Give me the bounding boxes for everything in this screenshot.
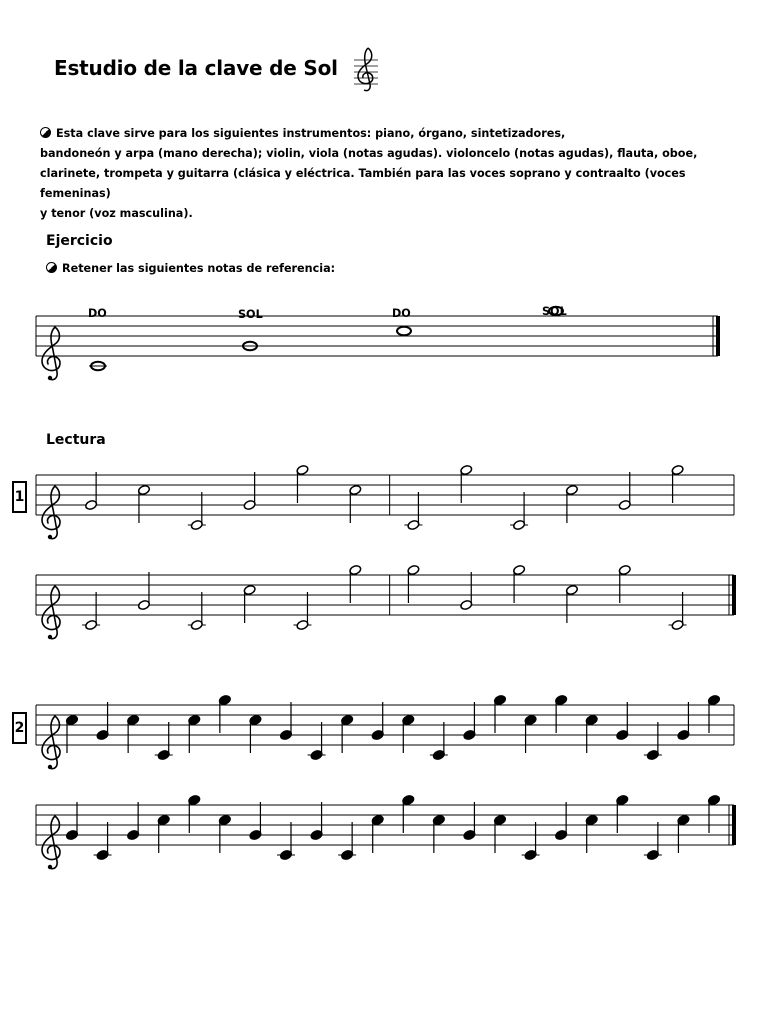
- final-barline: [732, 575, 736, 615]
- intro-line-1: Esta clave sirve para los siguientes instrumentos: piano, órgano, sintetizadores,: [56, 127, 566, 140]
- page-title: Estudio de la clave de Sol: [54, 56, 338, 80]
- whole-note: [397, 327, 411, 335]
- reference-label: DO: [392, 307, 411, 320]
- exercise-number: 2: [12, 712, 27, 744]
- exercise-heading: Ejercicio: [46, 233, 113, 249]
- exercise-staff: [36, 694, 734, 769]
- reference-label: DO: [88, 307, 107, 320]
- final-barline: [716, 316, 720, 356]
- exercise-staff: [36, 464, 734, 539]
- reference-label: SOL: [238, 308, 263, 321]
- final-barline: [732, 805, 736, 845]
- intro-line-3: clarinete, trompeta y guitarra (clásica y eléctrica. También para las voces soprano y contraalto (voces femeninas): [40, 167, 686, 200]
- whole-note: [549, 307, 563, 315]
- reference-label: SOL: [542, 305, 567, 318]
- exercise-staff: [36, 794, 736, 869]
- exercise-number: 1: [12, 481, 27, 513]
- treble-clef-icon: [42, 716, 60, 769]
- treble-clef-icon: [42, 586, 60, 639]
- intro-line-2: bandoneón y arpa (mano derecha); violin, viola (notas agudas). violoncelo (notas agudas), flauta, oboe,: [40, 147, 698, 160]
- exercise-staff: [36, 564, 736, 639]
- exercise-instruction: Retener las siguientes notas de referencia:: [46, 262, 335, 275]
- reference-staff: [36, 307, 720, 380]
- treble-clef-icon: [42, 816, 60, 869]
- treble-clef-icon: [42, 486, 60, 539]
- reading-heading: Lectura: [46, 432, 106, 448]
- treble-clef-icon: [42, 327, 60, 380]
- intro-line-4: y tenor (voz masculina).: [40, 207, 193, 220]
